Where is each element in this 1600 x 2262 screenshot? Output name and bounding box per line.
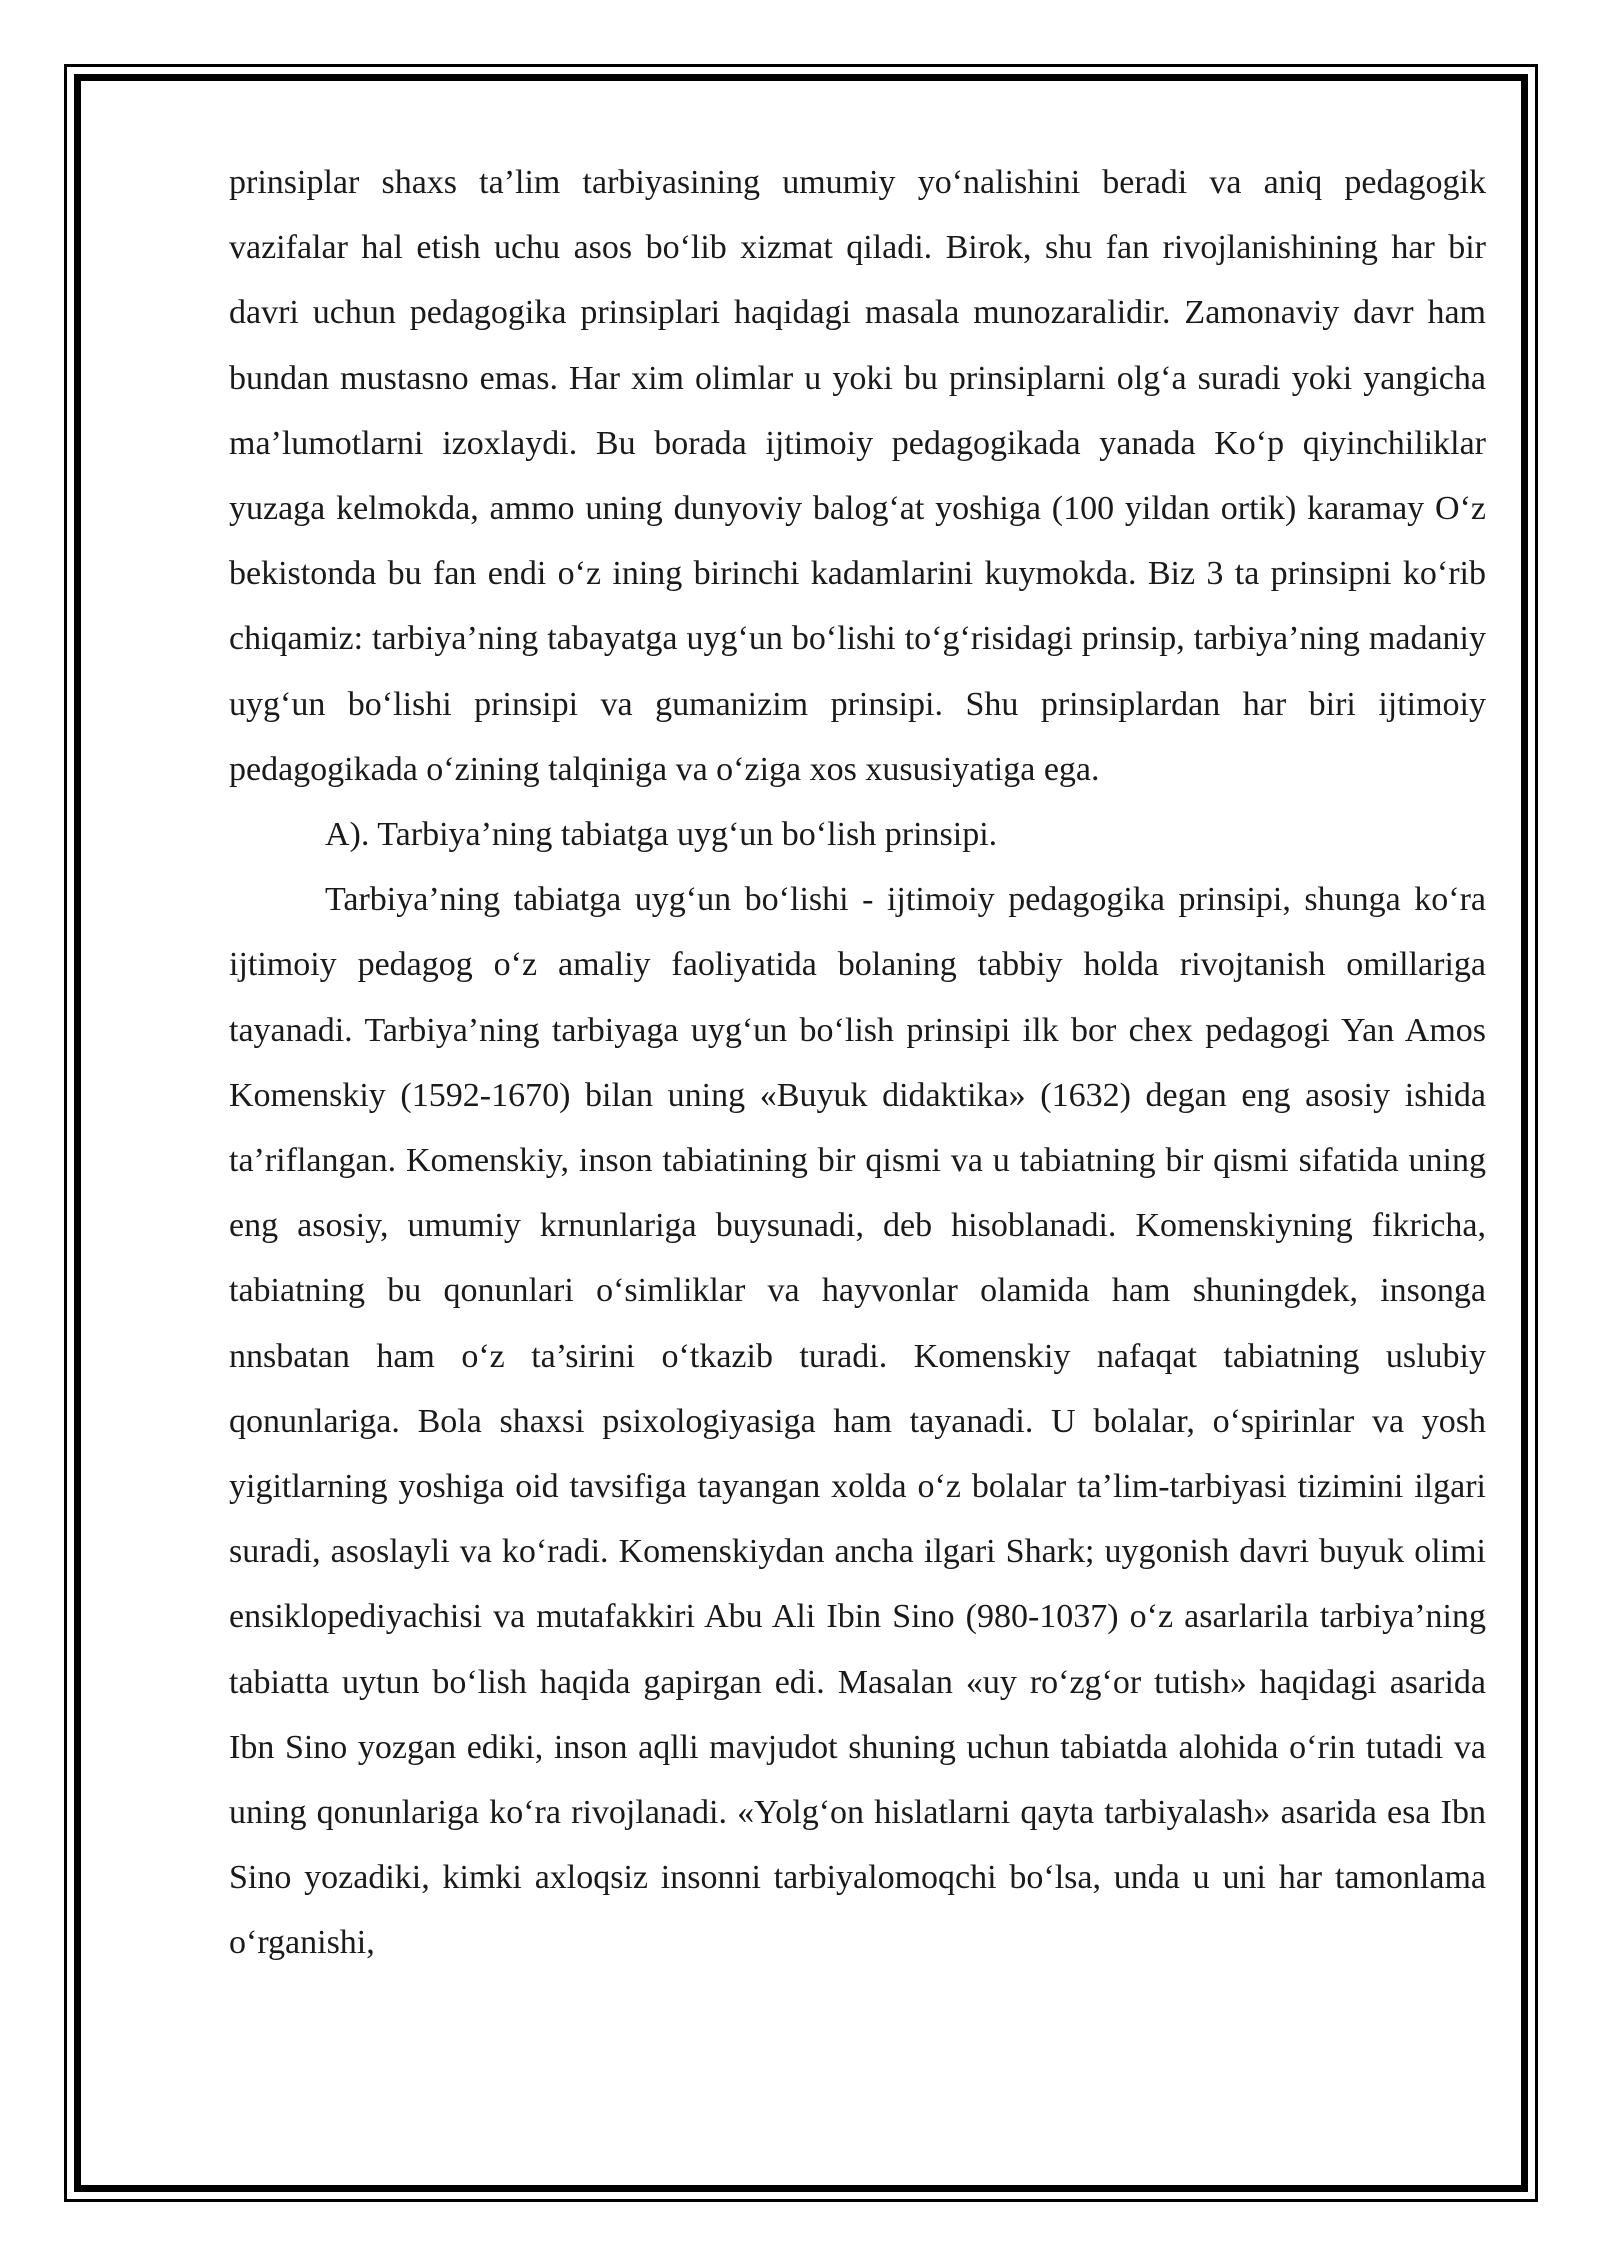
paragraph-principles-intro: prinsiplar shaxs ta’lim tarbiyasining umumiy yo‘nalishini beradi va aniq pedagogik vazifalar hal etish uchu asos bo‘lib xizmat qiladi. Birok, shu fan rivojlanishining har bir davri uchun pedagogika prinsiplari haqidagi masala munozaralidir. Zamonaviy davr ham bundan mustasno emas. Har xim olimlar u yoki bu prinsiplarni olg‘a suradi yoki yangicha ma’lumotlarni izoxlaydi. Bu borada ijtimoiy pedagogikada yanada Ko‘p qiyinchiliklar yuzaga kelmokda, ammo uning dunyoviy balog‘at yoshiga (100 yildan ortik) karamay O‘z bekistonda bu fan endi o‘z ining birinchi kadamlarini kuymokda. Biz 3 ta prinsipni ko‘rib chiqamiz: tarbiya’ning tabayatga uyg‘un bo‘lishi to‘g‘risidagi prinsip, tarbiya’ning madaniy uyg‘un bo‘lishi prinsipi va gumanizim prinsipi. Shu prinsiplardan har biri ijtimoiy pedagogikada o‘zining talqiniga va o‘ziga xos xususiyatiga ega.: [229, 164, 1486, 788]
section-heading-nature-conformity: A). Tarbiya’ning tabiatga uyg‘un bo‘lish prinsipi.: [325, 816, 998, 854]
document-body: [229, 150, 1486, 1976]
paragraph-nature-conformity: Tarbiya’ning tabiatga uyg‘un bo‘lishi - ijtimoiy pedagogika prinsipi, shunga ko‘ra ijtimoiy pedagog o‘z amaliy faoliyatida bolaning tabbiy holda rivojtanish omillariga tayanadi. Tarbiya’ning tarbiyaga uyg‘un bo‘lish prinsipi ilk bor chex pedagogi Yan Amos Komenskiy (1592-1670) bilan uning «Buyuk didaktika» (1632) degan eng asosiy ishida ta’riflangan. Komenskiy, inson tabiatining bir qismi va u tabiatning bir qismi sifatida uning eng asosiy, umumiy krnunlariga buysunadi, deb hisoblanadi. Komenskiyning fikricha, tabiatning bu qonunlari o‘simliklar va hayvonlar olamida ham shuningdek, insonga nnsbatan ham o‘z ta’sirini o‘tkazib turadi. Komenskiy nafaqat tabiatning uslubiy qonunlariga. Bola shaxsi psixologiyasiga ham tayanadi. U bolalar, o‘spirinlar va yosh yigitlarning yoshiga oid tavsifiga tayangan xolda o‘z bolalar ta’lim-tarbiyasi tizimini ilgari suradi, asoslayli va ko‘radi. Komenskiydan ancha ilgari Shark; uygonish davri buyuk olimi ensiklopediyachisi va mutafakkiri Abu Ali Ibin Sino (980-1037) o‘z asarlarila tarbiya’ning tabiatta uytun bo‘lish haqida gapirgan edi. Masalan «uy ro‘zg‘or tutish» haqidagi asarida Ibn Sino yozgan ediki, inson aqlli mavjudot shuning uchun tabiatda alohida o‘rin tutadi va uning qonunlariga ko‘ra rivojlanadi. «Yolg‘on hislatlarni qayta tarbiyalash» asarida esa Ibn Sino yozadiki, kimki axloqsiz insonni tarbiyalomoqchi bo‘lsa, unda u uni har tamonlama o‘rganishi,: [229, 881, 1486, 1962]
